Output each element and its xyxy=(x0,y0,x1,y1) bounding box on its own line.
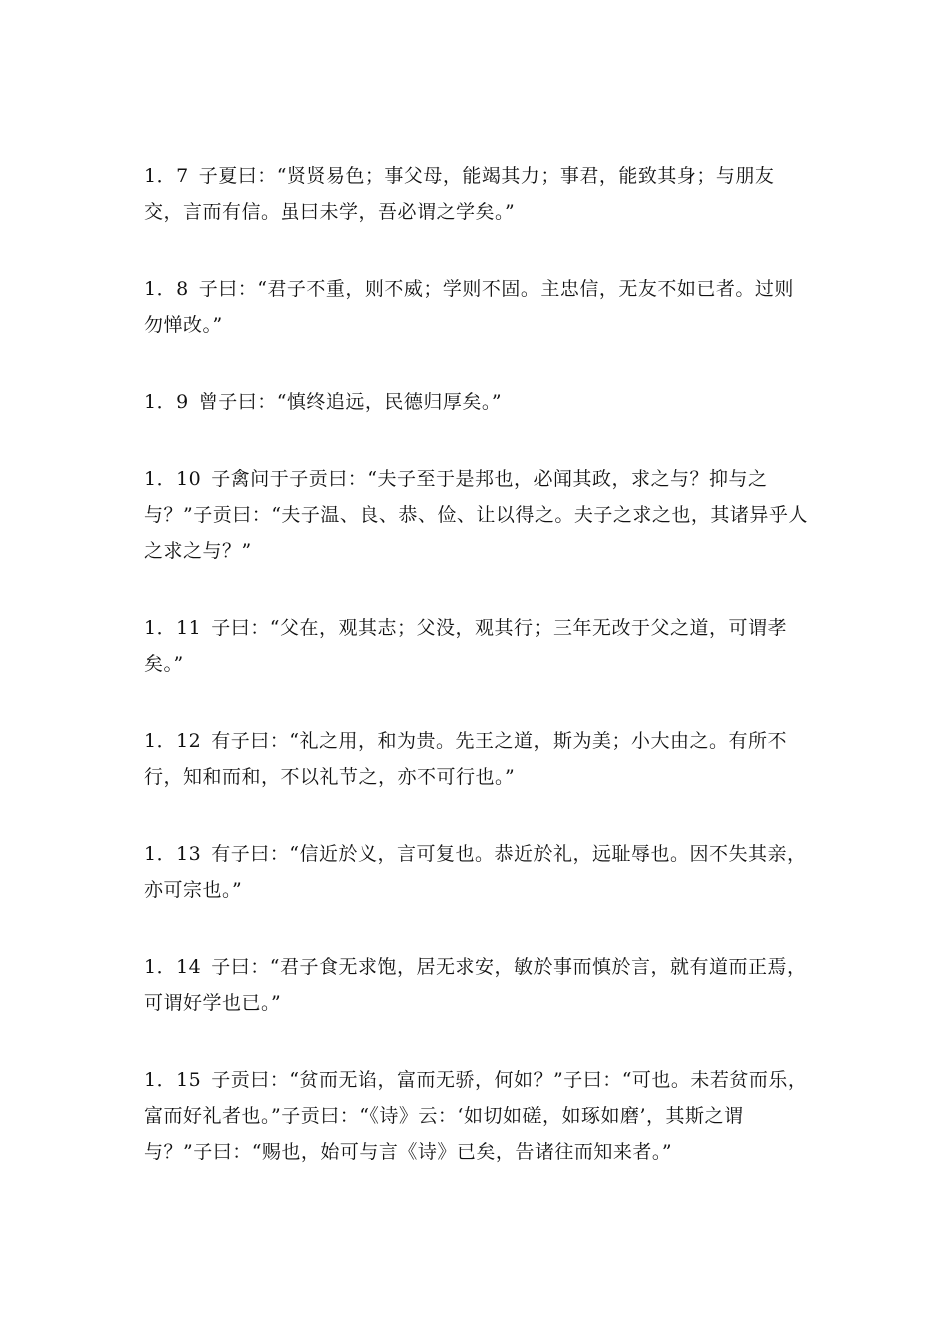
paragraph-text: 子曰：“父在，观其志；父没，观其行；三年无改于父之道，可谓孝矣。” xyxy=(144,617,787,675)
paragraph-text: 子曰：“君子不重，则不威；学则不固。主忠信，无友不如已者。过则勿惮改。” xyxy=(144,278,794,336)
paragraph-number: 1．11 xyxy=(144,617,202,639)
paragraph-text: 子贡曰：“贫而无谄，富而无骄，何如？”子曰：“可也。未若贫而乐，富而好礼者也。”子贡曰：“《诗》云：‘如切如磋，如琢如磨’，其斯之谓与？”子曰：“赐也，始可与言《诗》已矣，告诸往而知来者。” xyxy=(144,1069,808,1163)
paragraph-text: 子夏曰：“贤贤易色；事父母，能竭其力；事君，能致其身；与朋友交，言而有信。虽曰未学，吾必谓之学矣。” xyxy=(144,165,775,223)
document-body xyxy=(144,158,812,1211)
paragraph-1-7 xyxy=(144,158,812,230)
paragraph-number: 1．15 xyxy=(144,1069,202,1091)
paragraph-number: 1．9 xyxy=(144,391,189,413)
paragraph-1-13 xyxy=(144,836,812,908)
paragraph-text: 有子曰：“信近於义，言可复也。恭近於礼，远耻辱也。因不失其亲，亦可宗也。” xyxy=(144,843,807,901)
paragraph-text: 子禽问于子贡曰：“夫子至于是邦也，必闻其政，求之与？抑与之与？”子贡曰：“夫子温、良、恭、俭、让以得之。夫子之求之也，其诸异乎人之求之与？” xyxy=(144,468,808,562)
paragraph-1-14 xyxy=(144,949,812,1021)
paragraph-number: 1．12 xyxy=(144,730,202,752)
paragraph-1-12 xyxy=(144,723,812,795)
paragraph-1-10 xyxy=(144,461,812,569)
paragraph-text: 有子曰：“礼之用，和为贵。先王之道，斯为美；小大由之。有所不行，知和而和，不以礼节之，亦不可行也。” xyxy=(144,730,787,788)
paragraph-number: 1．14 xyxy=(144,956,202,978)
paragraph-text: 子曰：“君子食无求饱，居无求安，敏於事而慎於言，就有道而正焉，可谓好学也已。” xyxy=(144,956,807,1014)
paragraph-number: 1．13 xyxy=(144,843,202,865)
paragraph-1-15 xyxy=(144,1062,812,1170)
paragraph-1-8 xyxy=(144,271,812,343)
paragraph-1-9 xyxy=(144,384,812,420)
paragraph-number: 1．8 xyxy=(144,278,189,300)
paragraph-text: 曾子曰：“慎终追远，民德归厚矣。” xyxy=(198,391,503,413)
paragraph-1-11 xyxy=(144,610,812,682)
paragraph-number: 1．7 xyxy=(144,165,189,187)
paragraph-number: 1．10 xyxy=(144,468,202,490)
